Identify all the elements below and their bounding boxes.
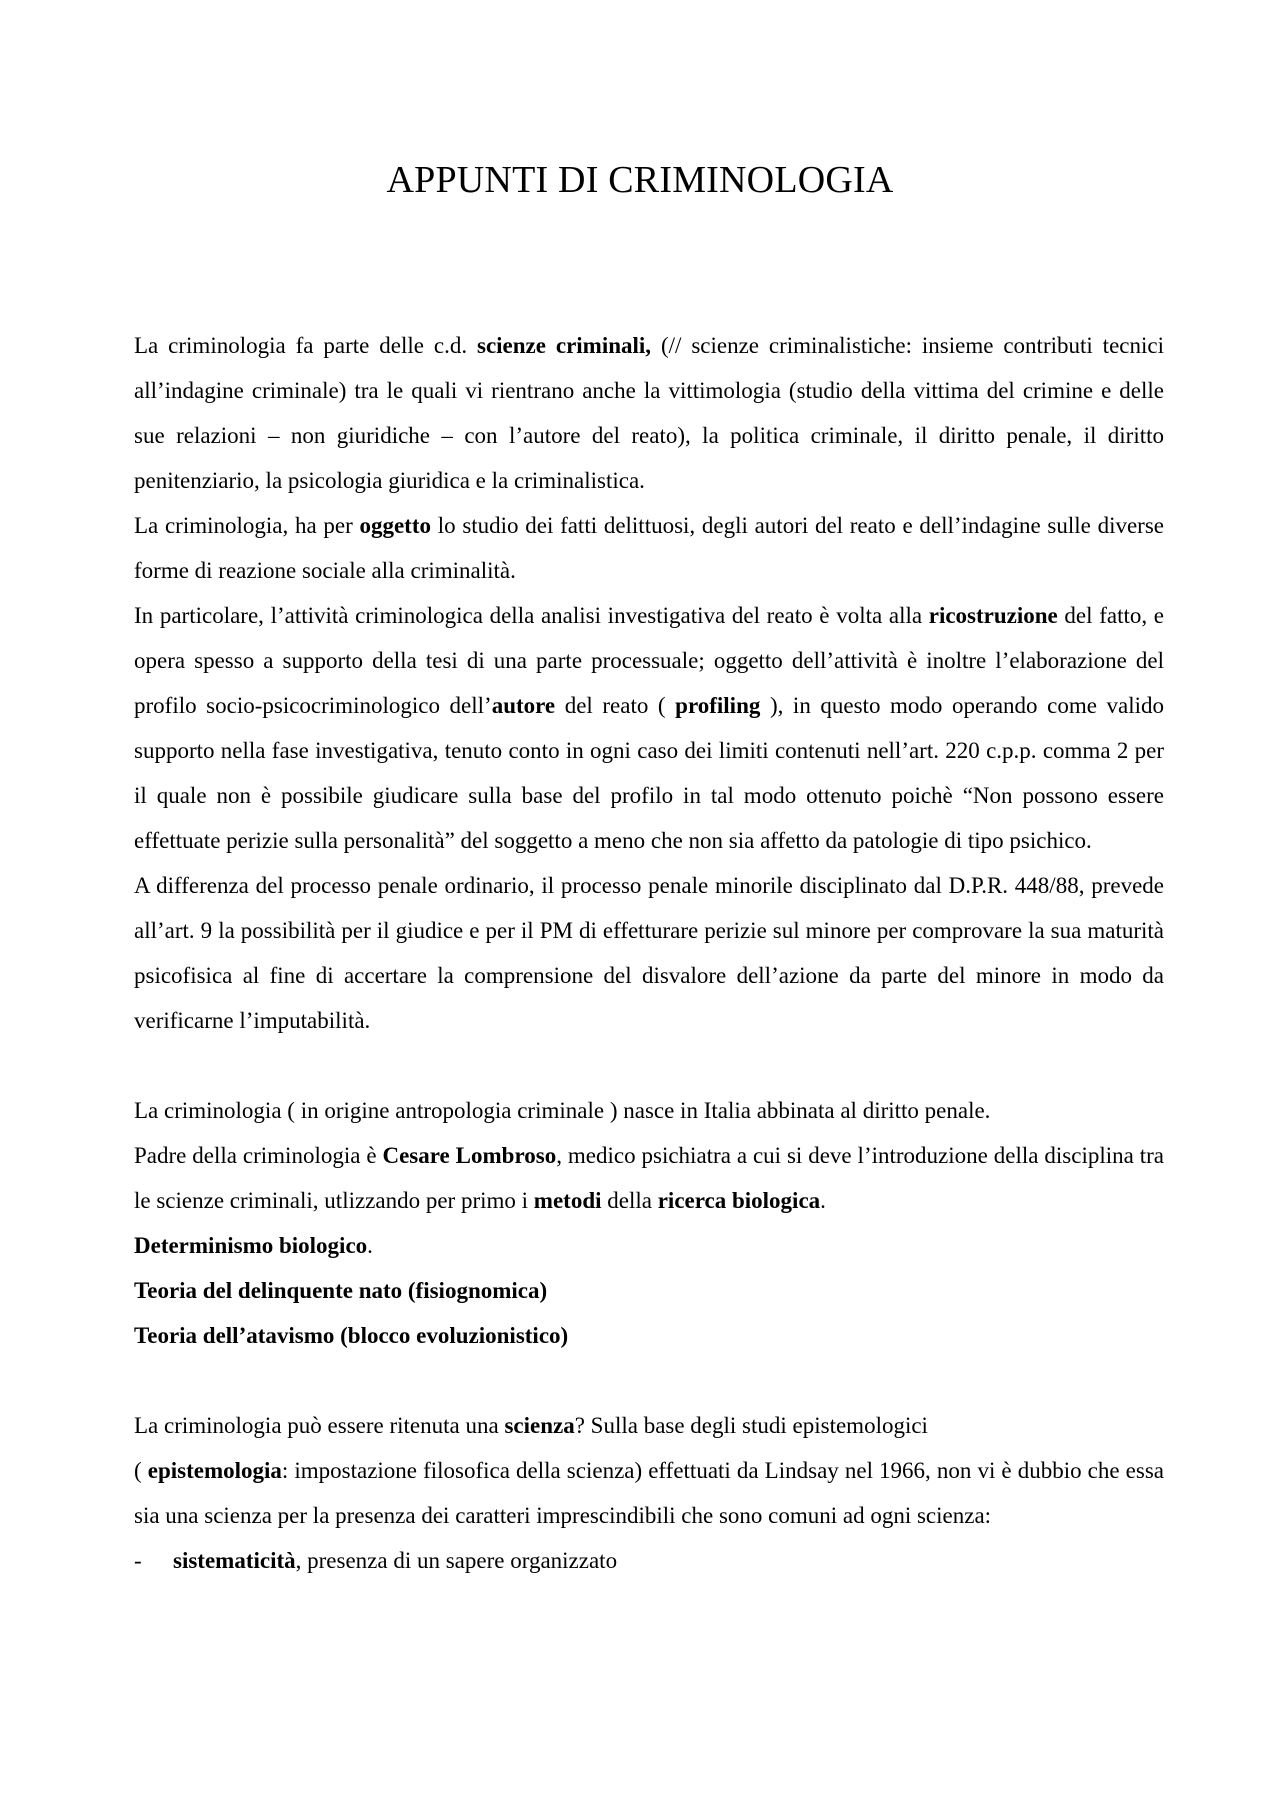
text: La criminologia può essere ritenuta una	[134, 1413, 505, 1438]
line-determinismo	[134, 1223, 1164, 1268]
blank-line	[134, 1043, 1164, 1088]
text: La criminologia fa parte delle c.d.	[134, 333, 477, 358]
bold-term: ricerca biologica	[657, 1188, 821, 1213]
document-body	[134, 323, 1164, 1583]
paragraph-origine: La criminologia ( in origine antropologia criminale ) nasce in Italia abbinata al diritto penale.	[134, 1098, 991, 1123]
text: .	[367, 1233, 373, 1258]
document-title: APPUNTI DI CRIMINOLOGIA	[386, 159, 894, 201]
bold-term: Determinismo biologico	[134, 1233, 368, 1258]
bold-term: Teoria del delinquente nato (fisiognomica)	[134, 1278, 548, 1303]
paragraph-epistemologia	[134, 1448, 1164, 1538]
text: (	[134, 1458, 148, 1483]
text: : impostazione filosofica della scienza) effettuati da Lindsay nel 1966, non vi è dubbio che essa sia una scienza per la presenza dei caratteri imprescindibili che sono comuni ad ogni scienza:	[134, 1458, 1164, 1528]
text: Padre della criminologia è	[134, 1143, 383, 1168]
blank-line	[134, 1358, 1164, 1403]
list-item-text	[173, 1538, 617, 1583]
bold-term: metodi	[533, 1188, 602, 1213]
text: ), in questo modo operando come valido supporto nella fase investigativa, tenuto conto in ogni caso dei limiti contenuti nell’art. 220 c.p.p. comma 2 per il quale non è possibile giudicare sulla base del profilo in tal modo ottenuto poichè “Non possono essere effettuate perizie sulla personalità” del soggetto a meno che non sia affetto da patologie di tipo psichico.	[134, 693, 1164, 853]
bold-term: scienze criminali,	[477, 333, 652, 358]
paragraph-scienza-question	[134, 1403, 1164, 1448]
text: , presenza di un sapere organizzato	[295, 1548, 618, 1573]
bullet-dash: -	[134, 1548, 142, 1573]
line-teoria-delinquente	[134, 1268, 1164, 1313]
list-item	[134, 1538, 1164, 1583]
paragraph-scienze-criminali	[134, 323, 1164, 503]
bold-term: epistemologia	[147, 1458, 282, 1483]
text: del fatto, e opera spesso a supporto della tesi di una parte processuale; oggetto dell’attività è inoltre l’elaborazione del profilo socio-psicocriminologico dell’	[134, 603, 1164, 718]
paragraph-lombroso	[134, 1133, 1164, 1223]
bold-term: oggetto	[359, 513, 431, 538]
text: lo studio dei fatti delittuosi, degli autori del reato e dell’indagine sulle diverse forme di reazione sociale alla criminalità.	[134, 513, 1164, 583]
paragraph-ricostruzione	[134, 593, 1164, 863]
text: La criminologia, ha per	[134, 513, 360, 538]
bold-term: sistematicità	[173, 1548, 296, 1573]
bold-term: ricostruzione	[928, 603, 1058, 628]
text: In particolare, l’attività criminologica della analisi investigativa del reato è volta alla	[134, 603, 929, 628]
bold-term: Teoria dell’atavismo (blocco evoluzionistico)	[134, 1323, 569, 1348]
paragraph-processo-minorile: A differenza del processo penale ordinario, il processo penale minorile disciplinato dal D.P.R. 448/88, prevede all’art. 9 la possibilità per il giudice e per il PM di effetturare perizie sul minore per comprovare la sua maturità psicofisica al fine di accertare la comprensione del disvalore dell’azione da parte del minore in modo da verificarne l’imputabilità.	[134, 873, 1164, 1033]
bold-term: scienza	[504, 1413, 575, 1438]
text: (// scienze criminalistiche: insieme contributi tecnici all’indagine criminale) tra le quali vi rientrano anche la vittimologia (studio della vittima del crimine e delle sue relazioni – non giuridiche – con l’autore del reato), la politica criminale, il diritto penale, il diritto penitenziario, la psicologia giuridica e la criminalistica.	[134, 333, 1164, 493]
text: ? Sulla base degli studi epistemologici	[574, 1413, 928, 1438]
text: del reato (	[555, 693, 676, 718]
line-teoria-atavismo	[134, 1313, 1164, 1358]
text: della	[601, 1188, 658, 1213]
bold-term: autore	[491, 693, 556, 718]
paragraph-oggetto	[134, 503, 1164, 593]
text: , medico psichiatra a cui si deve l’introduzione della disciplina tra le scienze criminali, utlizzando per primo i	[134, 1143, 1164, 1213]
bold-term: profiling	[675, 693, 761, 718]
text: .	[820, 1188, 826, 1213]
bold-term: Cesare Lombroso	[382, 1143, 557, 1168]
